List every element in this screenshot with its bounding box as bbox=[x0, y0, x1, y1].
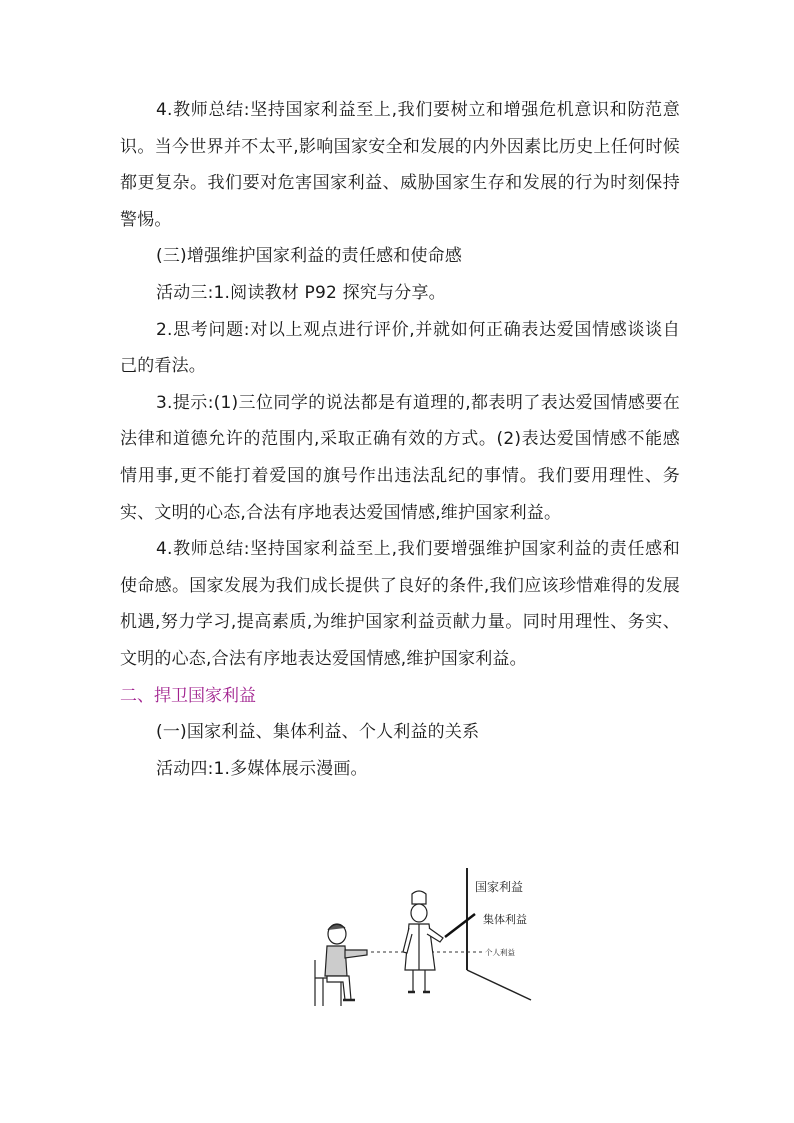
section-heading: 二、捍卫国家利益 bbox=[120, 685, 256, 706]
paragraph-activity-4: 活动四:1.多媒体展示漫画。 bbox=[156, 758, 368, 779]
paragraph-think-question: 2.思考问题:对以上观点进行评价,并就如何正确表达爱国情感谈谈自己的看法。 bbox=[120, 319, 680, 377]
subheading-responsibility: (三)增强维护国家利益的责任感和使命感 bbox=[156, 246, 463, 267]
paragraph-hint: 3.提示:(1)三位同学的说法都是有道理的,都表明了表达爱国情感要在法律和道德允许的范围内,采取正确有效的方式。(2)表达爱国情感不能感情用事,更不能打着爱国的旗号作出违法乱纪的事情。我们要用理性、务实、文明的心态,合法有序地表达爱国情感,维护国家利益。 bbox=[120, 392, 680, 523]
label-collective-interest: 集体利益 bbox=[483, 913, 527, 926]
document-body bbox=[120, 92, 680, 787]
paragraph-activity-3: 活动三:1.阅读教材 P92 探究与分享。 bbox=[156, 282, 446, 303]
label-individual-interest: 个人利益 bbox=[485, 948, 515, 957]
cartoon-figure bbox=[305, 860, 540, 1010]
label-national-interest: 国家利益 bbox=[475, 880, 524, 894]
subheading-relationship: (一)国家利益、集体利益、个人利益的关系 bbox=[156, 722, 480, 743]
paragraph-teacher-summary-1: 4.教师总结:坚持国家利益至上,我们要树立和增强危机意识和防范意识。当今世界并不太平,影响国家安全和发展的内外因素比历史上任何时候都更复杂。我们要对危害国家利益、威胁国家生存和发展的行为时刻保持警惕。 bbox=[120, 100, 680, 230]
student-figure bbox=[315, 924, 367, 1006]
floor-line bbox=[467, 970, 531, 1000]
teacher-figure bbox=[403, 891, 443, 992]
cartoon-illustration bbox=[305, 860, 540, 1010]
pointer-stick bbox=[445, 914, 475, 937]
paragraph-teacher-summary-2: 4.教师总结:坚持国家利益至上,我们要增强维护国家利益的责任感和使命感。国家发展为我们成长提供了良好的条件,我们应该珍惜难得的发展机遇,努力学习,提高素质,为维护国家利益贡献力量。同时用理性、务实、文明的心态,合法有序地表达爱国情感,维护国家利益。 bbox=[120, 539, 680, 669]
